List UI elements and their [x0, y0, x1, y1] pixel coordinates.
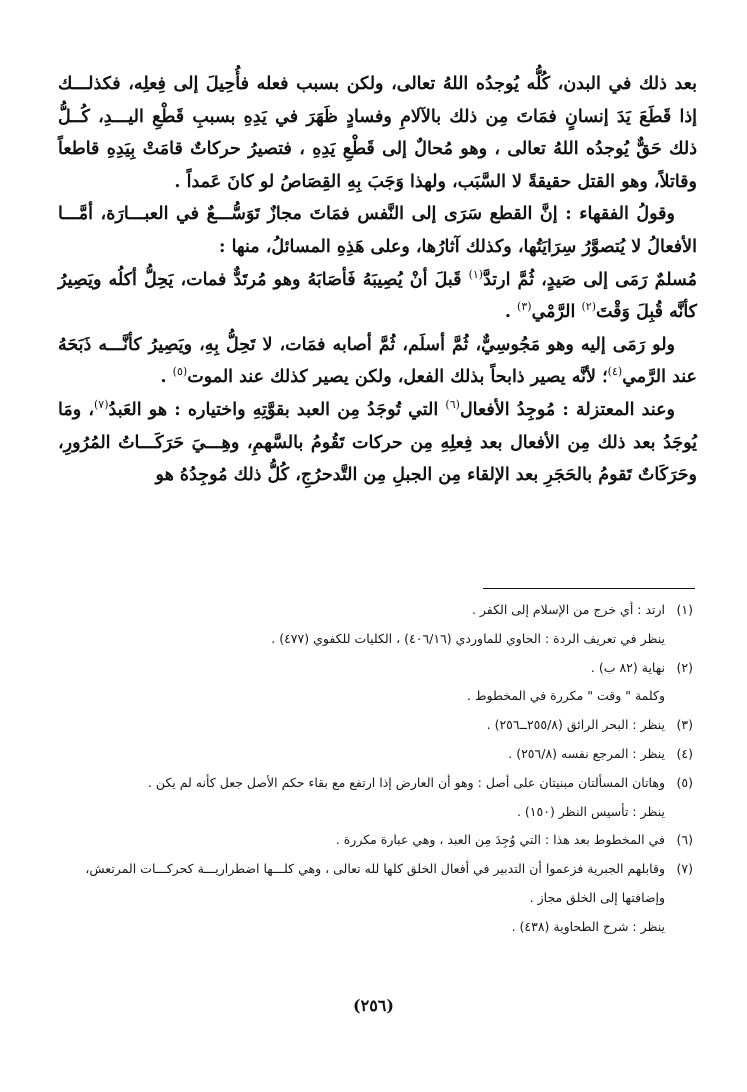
paragraph-4 — [58, 329, 697, 394]
footnote-line: في المخطوط بعد هذا : التي وُجِدَ مِن العبد ، وهي عبارة مكررة . — [335, 832, 665, 848]
paragraph-5-text-a: وعند المعتزلة : مُوجِدُ الأفعال — [459, 399, 675, 420]
footnotes-section — [42, 596, 693, 942]
paragraph-5-text-b: التي تُوجَدُ مِن العبد بقوَّتِهِ واختياره : هو العَبدُ — [108, 399, 446, 420]
paragraph-3-text-a: مُسلمٌ رَمَى إلى صَيدٍ، ثُمَّ ارتدَّ — [483, 269, 697, 290]
main-text-body — [58, 68, 697, 492]
paragraph-3-text-b: قَبلَ أنْ يُصِيبَهُ فَأصَابَهُ وهو مُرتَدٌّ فمات، يَحِلُّ أكلُه ويَصِيرُ كأنَّه قُبِلَ وَقْتَ — [58, 269, 697, 323]
footnote-line: وكلمة " وقت " مكررة في المخطوط . — [467, 688, 665, 704]
footnote-line: ينظر في تعريف الردة : الحاوي للماوردي (٤٠٦/١٦) ، الكليات للكفوي (٤٧٧) . — [271, 630, 665, 646]
paragraph-3 — [58, 264, 697, 329]
footnote-line: ينظر : شرح الطحاوية (٤٣٨) . — [511, 918, 665, 934]
paragraph-3-text-d: . — [504, 302, 518, 323]
footnote-line: نهاية (٨٢ ب) . — [590, 659, 665, 675]
footnote-number: (٦) — [676, 832, 693, 848]
footnote-ref-4[interactable]: (٤) — [607, 365, 623, 379]
footnote-ref-3[interactable]: (٣) — [517, 300, 532, 314]
footnote-5 — [42, 769, 693, 827]
paragraph-3-text-c: الرَّمْي — [531, 302, 582, 323]
footnote-number: (٧) — [676, 861, 693, 877]
footnote-2 — [42, 654, 693, 712]
footnote-6 — [42, 826, 693, 855]
paragraph-1: بعد ذلك في البدن، كُلُّه يُوجدُه اللهُ تعالى، ولكن بسبب فعله فأُحِيلَ إلى فِعلِه، فكذلـــك إذا قَطَعَ يَدَ إنسانٍ فمَاتَ مِن ذلك بالآلامِ وفسادٍ ظَهَرَ في يَدِهِ بسببِ قَطْعِ اليـــدِ، كُــلُّ ذلك حَقٌّ يُوجدُه اللهُ تعالى ، وهو مُحالٌ إلى قَطْعِ يَدِهِ ، فتصيرُ حركاتٌ قامَتْ بِيَدِهِ قاطعاً وقاتلاً، وهو القتل حقيقةً لا السَّبَب، ولهذا وَجَبَ بِهِ القِصَاصُ لو كانَ عَمداً . — [58, 74, 697, 192]
footnote-line: ينظر : المرجع نفسه (٢٥٦/٨) . — [508, 745, 665, 761]
footnote-number: (٣) — [676, 717, 693, 733]
footnote-ref-5[interactable]: (٥) — [172, 365, 188, 379]
paragraph-5-text-c: ، ومَا يُوجَدُ بعد ذلك مِن الأفعال بعد فِعلِهِ مِن حركات تَقُومُ بالسَّهمِ، وهِـــيَ حَرَكَـــاتُ المُرُورِ، وحَرَكَاتٌ تَقومُ بالحَجَرِ بعد الإلقاء مِن الجبلِ مِن التَّدحرُجِ، كُلُّ ذلك مُوجِدُهُ هو — [58, 399, 697, 486]
footnote-line: ارتد : أي خرج من الإسلام إلى الكفر . — [471, 602, 665, 617]
paragraph-4-text-a: ولو رَمَى إليه وهو مَجُوسِيٌّ، ثُمَّ أسلَم، ثُمَّ أصابه فمَات، لا تَحِلُّ بِهِ، ويَصِيرُ كأنَّـــه ذَبَحَهُ عند الرَّمي — [58, 334, 697, 388]
footnote-ref-7[interactable]: (٧) — [94, 398, 109, 412]
footnote-4 — [42, 740, 693, 769]
footnote-number: (٥) — [676, 774, 693, 790]
footnote-ref-2[interactable]: (٢) — [581, 300, 596, 314]
footnote-1 — [42, 596, 693, 654]
footnote-line: وقابلهم الجبرية فزعموا أن التدبير في أفعال الخلق كلها لله تعالى ، وهي كلـــها اضطراريـــة كحركـــات المرتعش، وإضافتها إلى الخلق مجاز . — [85, 861, 665, 905]
paragraph-4-text-c: . — [160, 367, 173, 388]
footnote-line: وهاتان المسألتان مبنيتان على أصل : وهو أن العارض إذا ارتفع مع بقاء حكم الأصل جعل كأنه لم يكن . — [147, 774, 665, 790]
footnote-ref-6[interactable]: (٦) — [445, 398, 460, 412]
paragraph-5 — [58, 394, 697, 492]
footnote-ref-1[interactable]: (١) — [468, 267, 484, 281]
paragraph-2: وقولُ الفقهاء : إنَّ القطع سَرَى إلى النَّفس فمَاتَ مجازٌ تَوَسُّـــعٌ في العبـــارَة، أمَّـــا الأفعالُ لا يُتصوَّرُ سِرَايَتُها، وكذلك آثارُها، وعلى هَذِهِ المسائلُ، منها : — [58, 204, 697, 257]
paragraph-4-text-b: ؛ لأنَّه يصير ذابحاً بذلك الفعل، ولكن يصير كذلك عند الموت — [187, 367, 608, 388]
footnote-7 — [42, 855, 693, 941]
footnote-number: (١) — [676, 602, 693, 617]
footnote-number: (٤) — [676, 745, 693, 761]
footnote-line: ينظر : تأسيس النظر (١٥٠) . — [516, 803, 665, 819]
footnote-3 — [42, 711, 693, 740]
page-number: (٢٥٦) — [353, 996, 394, 1015]
footnote-number: (٢) — [676, 659, 693, 675]
footnote-separator — [483, 588, 695, 589]
footnote-line: ينظر : البحر الرائق (٢٥٥/٨ــ٢٥٦) . — [486, 717, 665, 733]
